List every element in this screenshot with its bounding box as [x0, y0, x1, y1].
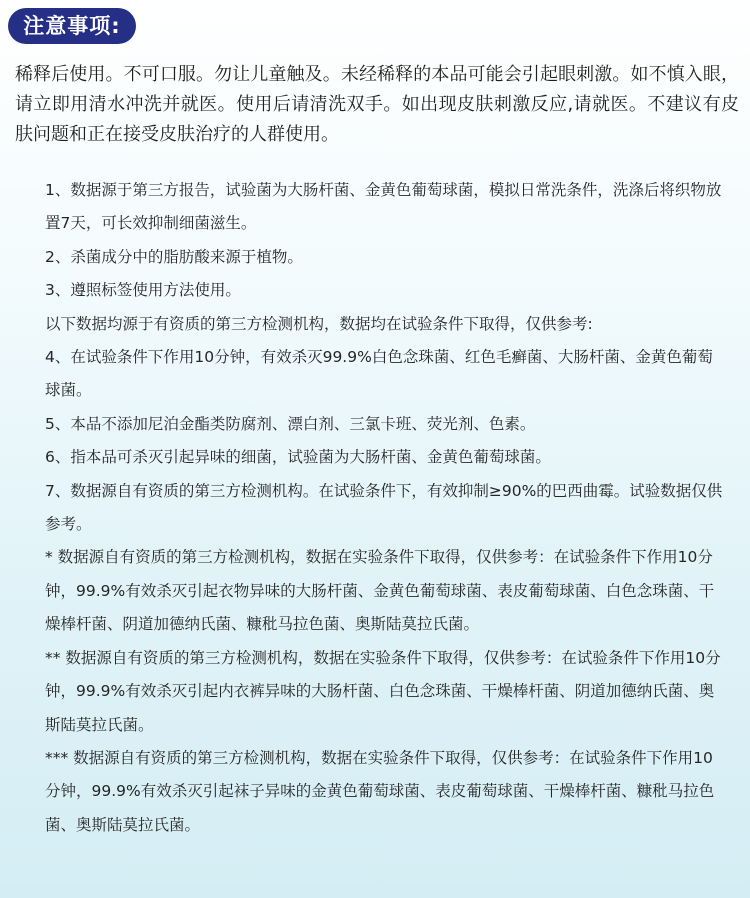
note-item-5: 5、本品不添加尼泊金酯类防腐剂、漂白剂、三氯卡班、荧光剂、色素。: [45, 414, 536, 433]
warning-paragraph: [15, 60, 739, 150]
note-item-3: 3、遵照标签使用方法使用。: [45, 281, 241, 300]
note-item-4: 4、在试验条件下作用10分钟，有效杀灭99.9%白色念珠菌、红色毛癣菌、大肠杆菌、金黄色葡萄球菌。: [45, 348, 713, 400]
footnote-double-star: ** 数据源自有资质的第三方检测机构，数据在实验条件下取得，仅供参考：在试验条件下作用10分钟，99.9%有效杀灭引起内衣裤异味的大肠杆菌、白色念珠菌、干燥棒杆菌、阴道加德纳氏菌、奥斯陆莫拉氏菌。: [45, 648, 721, 734]
note-item-2: 2、杀菌成分中的脂肪酸来源于植物。: [45, 247, 303, 266]
note-item-7: 7、数据源自有资质的第三方检测机构。在试验条件下，有效抑制≥90%的巴西曲霉。试验数据仅供参考。: [45, 481, 723, 534]
note-data-source-intro: 以下数据均源于有资质的第三方检测机构，数据均在试验条件下取得，仅供参考:: [45, 314, 593, 333]
note-item-1: 1、数据源于第三方报告，试验菌为大肠杆菌、金黄色葡萄球菌，模拟日常洗条件，洗涤后将织物放置7天，可长效抑制细菌滋生。: [45, 181, 722, 233]
notice-title-badge: 注意事项:: [8, 8, 136, 44]
note-item-6: 6、指本品可杀灭引起异味的细菌，试验菌为大肠杆菌、金黄色葡萄球菌。: [45, 448, 551, 467]
notes-list: [45, 174, 725, 842]
warning-text: 稀释后使用。不可口服。勿让儿童触及。未经稀释的本品可能会引起眼刺激。如不慎入眼，请立即用清水冲洗并就医。使用后请清洗双手。如出现皮肤刺激反应,请就医。不建议有皮肤问题和正在接受皮肤治疗的人群使用。: [15, 64, 739, 145]
footnote-triple-star: *** 数据源自有资质的第三方检测机构，数据在实验条件下取得，仅供参考：在试验条件下作用10分钟，99.9%有效杀灭引起袜子异味的金黄色葡萄球菌、表皮葡萄球菌、干燥棒杆菌、糠秕马拉色菌、奥斯陆莫拉氏菌。: [45, 748, 715, 834]
footnote-single-star: * 数据源自有资质的第三方检测机构，数据在实验条件下取得，仅供参考：在试验条件下作用10分钟，99.9%有效杀灭引起衣物异味的大肠杆菌、金黄色葡萄球菌、表皮葡萄球菌、白色念珠菌、干燥棒杆菌、阴道加德纳氏菌、糠秕马拉色菌、奥斯陆莫拉氏菌。: [45, 548, 715, 634]
